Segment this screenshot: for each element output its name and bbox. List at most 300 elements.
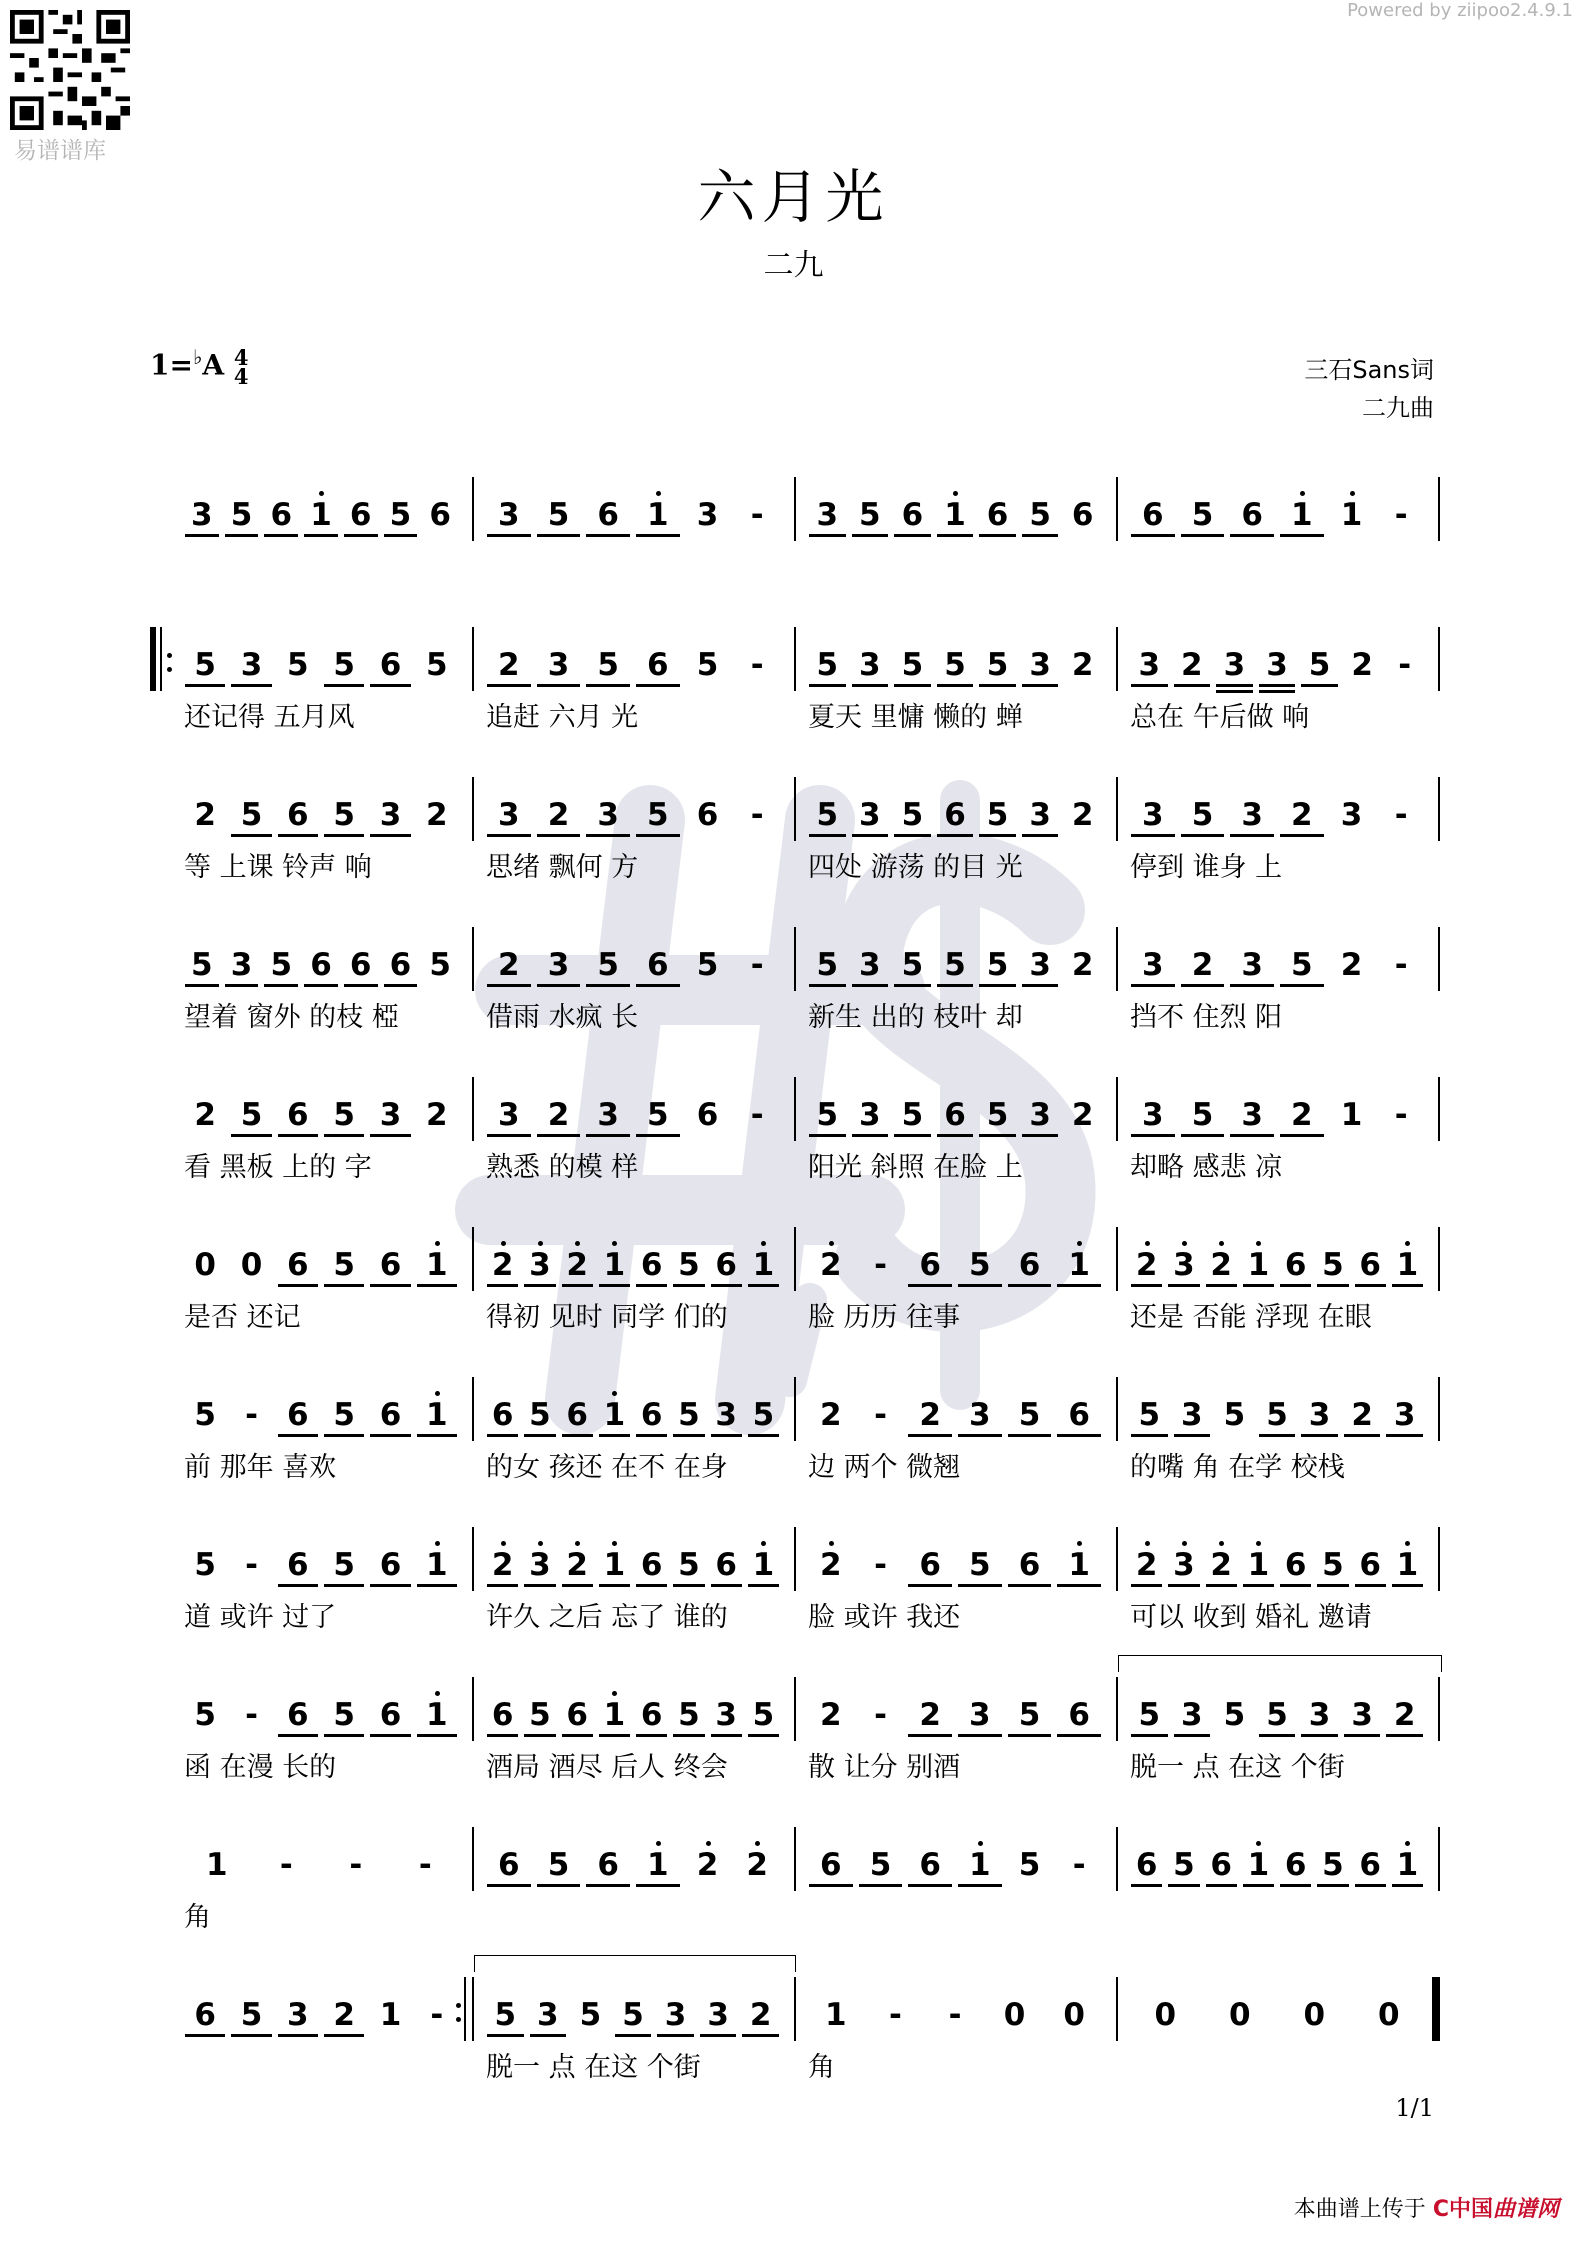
note: 3 (1241, 1097, 1263, 1133)
beam-line (908, 1434, 952, 1437)
bar-line (1116, 1077, 1118, 1141)
octave-dot (1219, 1541, 1224, 1546)
note: 0 (1377, 1997, 1400, 2033)
note: - (750, 797, 764, 833)
beam-line (894, 534, 931, 537)
note: 5 (1018, 1697, 1041, 1733)
note: 3 (1181, 1397, 1203, 1433)
note: 5 (816, 1097, 839, 1133)
lyricist-credit: 三石Sans词 (1304, 356, 1434, 384)
beam-line (1216, 684, 1253, 687)
note: 6 (1359, 1547, 1381, 1583)
beam-line (937, 684, 974, 687)
beam-line (599, 1284, 630, 1287)
beam-line (1168, 1284, 1199, 1287)
beam-line (1230, 1134, 1274, 1137)
beam-line (636, 984, 680, 987)
beam-line (537, 1134, 581, 1137)
lyric-line: 许久 之后 忘了 谁的 (486, 1602, 728, 1633)
volta-1 (1118, 1655, 1442, 1672)
note: 1 (647, 1847, 669, 1883)
note: 2 (1340, 947, 1363, 983)
note: 2 (547, 797, 570, 833)
note: 6 (1142, 497, 1164, 533)
beam-line (1174, 1434, 1211, 1437)
beam-line (852, 684, 889, 687)
note: 1 (1396, 1847, 1419, 1883)
note: 3 (1340, 797, 1363, 833)
beam-line (1057, 1284, 1101, 1287)
beam-line (748, 1434, 779, 1437)
beam-line (231, 1134, 271, 1137)
note: 2 (696, 1847, 719, 1883)
octave-dot (1256, 1541, 1261, 1546)
note: 6 (566, 1697, 588, 1733)
note: 6 (1018, 1547, 1041, 1583)
lyric-line: 边 两个 微翘 (808, 1452, 961, 1483)
note: 5 (1322, 1547, 1344, 1583)
beam-line (673, 1584, 704, 1587)
beam-line (1386, 1734, 1423, 1737)
note: 6 (715, 1547, 737, 1583)
beam-line (1392, 1884, 1423, 1887)
note: 6 (491, 1697, 514, 1733)
note: 1 (752, 1247, 775, 1283)
bar-line (472, 1527, 474, 1591)
note: 5 (1322, 1247, 1344, 1283)
beam-line (1057, 1734, 1101, 1737)
note: 6 (640, 1247, 663, 1283)
note: 2 (498, 647, 520, 683)
note: 3 (859, 1097, 881, 1133)
beam-line (1181, 534, 1225, 537)
note: 5 (426, 647, 448, 683)
note: 2 (749, 1997, 772, 2033)
beam-line (809, 684, 846, 687)
octave-dot (575, 1541, 580, 1546)
beam-line (537, 684, 581, 687)
note: 5 (1191, 497, 1214, 533)
note: 1 (1247, 1547, 1270, 1583)
note: 3 (969, 1397, 991, 1433)
beam-line (1181, 984, 1225, 987)
note: 2 (194, 1097, 216, 1133)
beam-line (370, 834, 410, 837)
beam-line (1317, 1584, 1348, 1587)
note: 1 (1340, 1097, 1363, 1133)
note: 6 (647, 947, 669, 983)
beam-line (958, 1284, 1002, 1287)
lyric-line: 前 那年 喜欢 (184, 1452, 337, 1483)
note: - (750, 647, 764, 683)
octave-dot (1405, 1241, 1410, 1246)
octave-dot (1256, 1841, 1261, 1846)
note: 5 (194, 1547, 216, 1583)
beam-line (748, 1734, 779, 1737)
beam-line (1259, 684, 1296, 687)
page-number: 1/1 (1395, 2094, 1434, 2122)
note: 6 (491, 1397, 514, 1433)
note: 3 (537, 1997, 559, 2033)
beam-line (524, 1284, 555, 1287)
beam-line (958, 1584, 1002, 1587)
site-label: 易谱谱库 (14, 138, 106, 164)
note: 5 (647, 797, 669, 833)
bar-line (1438, 477, 1440, 541)
beam-line (1131, 1734, 1168, 1737)
note: 2 (1291, 1097, 1313, 1133)
beam-line (1131, 1584, 1162, 1587)
note: 3 (240, 647, 263, 683)
note: 3 (597, 1097, 619, 1133)
lyric-line: 四处 游荡 的目 光 (808, 852, 1023, 883)
note: 3 (696, 497, 719, 533)
note: 6 (389, 947, 412, 983)
note: 5 (678, 1397, 700, 1433)
note: 5 (1308, 647, 1331, 683)
note: 3 (1308, 1397, 1331, 1433)
beam-line (487, 984, 531, 987)
beam-line (599, 1434, 630, 1437)
note: 6 (270, 497, 293, 533)
beam-line (599, 1584, 630, 1587)
note: 0 (1228, 1997, 1251, 2033)
note: 3 (1173, 1247, 1195, 1283)
bar-line (1116, 627, 1118, 691)
note: 6 (349, 947, 372, 983)
beam-line (894, 1134, 931, 1137)
beam-line (1008, 1734, 1052, 1737)
note: 6 (919, 1847, 941, 1883)
note: 3 (379, 1097, 402, 1133)
note: 3 (1351, 1697, 1373, 1733)
note: 5 (859, 497, 881, 533)
note: 5 (529, 1697, 551, 1733)
beam-line (711, 1434, 742, 1437)
note: 5 (901, 797, 924, 833)
beam-line (1344, 1434, 1381, 1437)
beam-line (524, 1734, 555, 1737)
note: 3 (498, 497, 520, 533)
bar-line (794, 1827, 796, 1891)
beam-line (937, 834, 974, 837)
note: 5 (529, 1397, 551, 1433)
note: - (1072, 1847, 1086, 1883)
note: 5 (1018, 1397, 1041, 1433)
beam-line (1392, 1584, 1423, 1587)
note: 5 (194, 1397, 216, 1433)
note: 1 (426, 1247, 448, 1283)
beam-line (1057, 1434, 1101, 1437)
octave-dot (1405, 1541, 1410, 1546)
beam-line (586, 984, 630, 987)
beam-line (278, 834, 318, 837)
note: 5 (270, 947, 293, 983)
note: 5 (901, 647, 924, 683)
note: 2 (1071, 647, 1094, 683)
note: 0 (240, 1247, 263, 1283)
beam-line (417, 1584, 457, 1587)
lyric-line: 脱一 点 在这 个街 (1130, 1752, 1345, 1783)
note: 2 (566, 1547, 588, 1583)
note: - (245, 1697, 258, 1733)
beam-line (1022, 534, 1059, 537)
beam-line (1008, 1584, 1052, 1587)
beam-line (1131, 834, 1175, 837)
note: 2 (1351, 647, 1373, 683)
brand-icon: C (1432, 2197, 1449, 2222)
beam-line (1243, 1584, 1274, 1587)
lyric-line: 夏天 里慵 懒的 蝉 (808, 702, 1023, 733)
note: - (349, 1847, 363, 1883)
note: 5 (333, 797, 355, 833)
note: 5 (901, 1097, 924, 1133)
octave-dot (1300, 491, 1305, 496)
note: 5 (1266, 1697, 1288, 1733)
beam-line (937, 1134, 974, 1137)
bar-line (1116, 927, 1118, 991)
note: 3 (715, 1697, 737, 1733)
beam-line (231, 834, 271, 837)
beam-line (1131, 1284, 1162, 1287)
beam-line (1259, 1734, 1296, 1737)
note: 3 (529, 1247, 551, 1283)
beam-line (748, 1284, 779, 1287)
note: 2 (820, 1397, 842, 1433)
note: 2 (491, 1547, 514, 1583)
beam-line (537, 534, 581, 537)
beam-line (344, 534, 378, 537)
note: 2 (333, 1997, 355, 2033)
bar-line (472, 777, 474, 841)
footer-text: 本曲谱上传于 (1293, 2197, 1426, 2222)
note: 2 (1291, 797, 1313, 833)
beam-line (225, 984, 259, 987)
note: 5 (678, 1247, 700, 1283)
note: 1 (603, 1247, 626, 1283)
note: 3 (1029, 1097, 1051, 1133)
beam-line (586, 684, 630, 687)
beam-line (278, 1584, 318, 1587)
note: - (245, 1547, 258, 1583)
note: 1 (752, 1547, 775, 1583)
note: 5 (1173, 1847, 1195, 1883)
beam-line (1181, 834, 1225, 837)
beam-line (1280, 1884, 1311, 1887)
lyric-line: 还是 否能 浮现 在眼 (1130, 1302, 1372, 1333)
note: 5 (1266, 1397, 1288, 1433)
note: - (1394, 947, 1408, 983)
repeat-end-thin (464, 1977, 466, 2041)
bar-line (1116, 1827, 1118, 1891)
beam-line (1230, 534, 1274, 537)
note: - (948, 1997, 962, 2033)
octave-dot (829, 1541, 834, 1546)
beam-line (908, 1884, 952, 1887)
bar-line (472, 1677, 474, 1741)
beam-line (1131, 984, 1175, 987)
note: 1 (1340, 497, 1363, 533)
note: - (750, 1097, 764, 1133)
bar-line (1438, 777, 1440, 841)
note: 5 (986, 947, 1009, 983)
note: 5 (816, 647, 839, 683)
beam-line (1280, 1584, 1311, 1587)
note: 6 (287, 797, 309, 833)
note: 2 (1071, 947, 1094, 983)
beam-line (487, 1734, 518, 1737)
note: 2 (820, 1697, 842, 1733)
beam-line (1280, 1284, 1311, 1287)
beam-line (586, 534, 630, 537)
note: 1 (1396, 1547, 1419, 1583)
beam-line (711, 1734, 742, 1737)
octave-dot (829, 1241, 834, 1246)
note: 3 (498, 797, 520, 833)
bar-line (1116, 1227, 1118, 1291)
note: 1 (1247, 1847, 1270, 1883)
beam-line (979, 534, 1016, 537)
note: 6 (287, 1097, 309, 1133)
note: 6 (919, 1247, 941, 1283)
octave-dot (1145, 1241, 1150, 1246)
note: 6 (1018, 1247, 1041, 1283)
beam-line (264, 984, 298, 987)
beam-line (278, 1734, 318, 1737)
beam-line (894, 684, 931, 687)
octave-dot (501, 1541, 506, 1546)
note: 3 (379, 797, 402, 833)
note: 1 (825, 1997, 847, 2033)
repeat-start-bar (150, 627, 156, 691)
note: 3 (1173, 1547, 1195, 1583)
beam-line (586, 834, 630, 837)
beam-line (1301, 1434, 1338, 1437)
octave-dot (706, 1841, 711, 1846)
beam-line (636, 1134, 680, 1137)
note: - (279, 1847, 293, 1883)
beam-line (324, 1134, 364, 1137)
beam-line (278, 1134, 318, 1137)
note: 5 (240, 797, 263, 833)
repeat-dot (456, 2017, 461, 2022)
note: 3 (664, 1997, 687, 2033)
note: 5 (1223, 1397, 1246, 1433)
beam-line (185, 984, 219, 987)
note: 2 (426, 1097, 448, 1133)
note: 3 (547, 947, 570, 983)
lyric-line: 酒局 酒尽 后人 终会 (486, 1752, 728, 1783)
bar-line (1438, 1077, 1440, 1141)
beam-line (1057, 1584, 1101, 1587)
note: 1 (1068, 1247, 1090, 1283)
note: 3 (1142, 797, 1164, 833)
bar-line (1438, 1677, 1440, 1741)
beam-line (1131, 684, 1168, 687)
beam-line (562, 1284, 593, 1287)
note: 1 (426, 1397, 448, 1433)
beam-line (487, 2034, 524, 2037)
note: 3 (1029, 947, 1051, 983)
beam-line (1131, 1134, 1175, 1137)
note: 3 (859, 797, 881, 833)
note: 5 (1191, 797, 1214, 833)
bar-line (1438, 627, 1440, 691)
beam-line (1280, 984, 1324, 987)
note: 5 (1138, 1697, 1161, 1733)
note: 3 (859, 647, 881, 683)
note: 5 (597, 647, 619, 683)
bar-line (794, 777, 796, 841)
note: - (750, 497, 764, 533)
beam-line (384, 984, 418, 987)
note: 5 (194, 1697, 216, 1733)
note: 2 (1135, 1247, 1158, 1283)
beam-line (537, 984, 581, 987)
beam-line (673, 1434, 704, 1437)
note: 5 (194, 647, 216, 683)
note: 6 (597, 1847, 619, 1883)
note: 1 (379, 1997, 402, 2033)
beam-line (562, 1584, 593, 1587)
note: 2 (547, 1097, 570, 1133)
beam-line (1392, 1284, 1423, 1287)
note: 3 (1142, 947, 1164, 983)
lyric-line: 函 在漫 长的 (184, 1752, 337, 1783)
note: 2 (1351, 1397, 1373, 1433)
beam-line (809, 834, 846, 837)
bar-line (1438, 1227, 1440, 1291)
beam-line (370, 1584, 410, 1587)
note: 5 (696, 947, 719, 983)
note: 2 (1210, 1247, 1232, 1283)
note: 5 (816, 947, 839, 983)
beam-line (711, 1584, 742, 1587)
note: 6 (1071, 497, 1094, 533)
beam-line (1301, 684, 1338, 687)
octave-dot (656, 1841, 661, 1846)
note: 0 (1303, 1997, 1326, 2033)
beam-line (417, 1284, 457, 1287)
note: 6 (944, 797, 966, 833)
octave-dot (538, 1241, 543, 1246)
beam-line (636, 1734, 667, 1737)
note: 2 (498, 947, 520, 983)
note: 3 (597, 797, 619, 833)
note: 1 (1247, 1247, 1270, 1283)
song-title: 六月光 (697, 163, 890, 231)
beam-line (1355, 1584, 1386, 1587)
beam-line (1301, 1734, 1338, 1737)
lyric-line: 散 让分 别酒 (808, 1752, 961, 1783)
note: 5 (901, 947, 924, 983)
note: 5 (333, 1397, 355, 1433)
note: - (874, 1247, 887, 1283)
note: 6 (597, 497, 619, 533)
note: 6 (379, 1547, 402, 1583)
beam-line (1131, 1884, 1162, 1887)
beam-line (1230, 984, 1274, 987)
note: - (430, 1997, 444, 2033)
note: 3 (969, 1697, 991, 1733)
lyric-line: 追赶 六月 光 (486, 702, 639, 733)
note: 6 (310, 947, 332, 983)
octave-dot (1077, 1541, 1082, 1546)
beam-line (809, 984, 846, 987)
note: 6 (429, 497, 451, 533)
bar-line (794, 927, 796, 991)
bar-line (794, 1677, 796, 1741)
